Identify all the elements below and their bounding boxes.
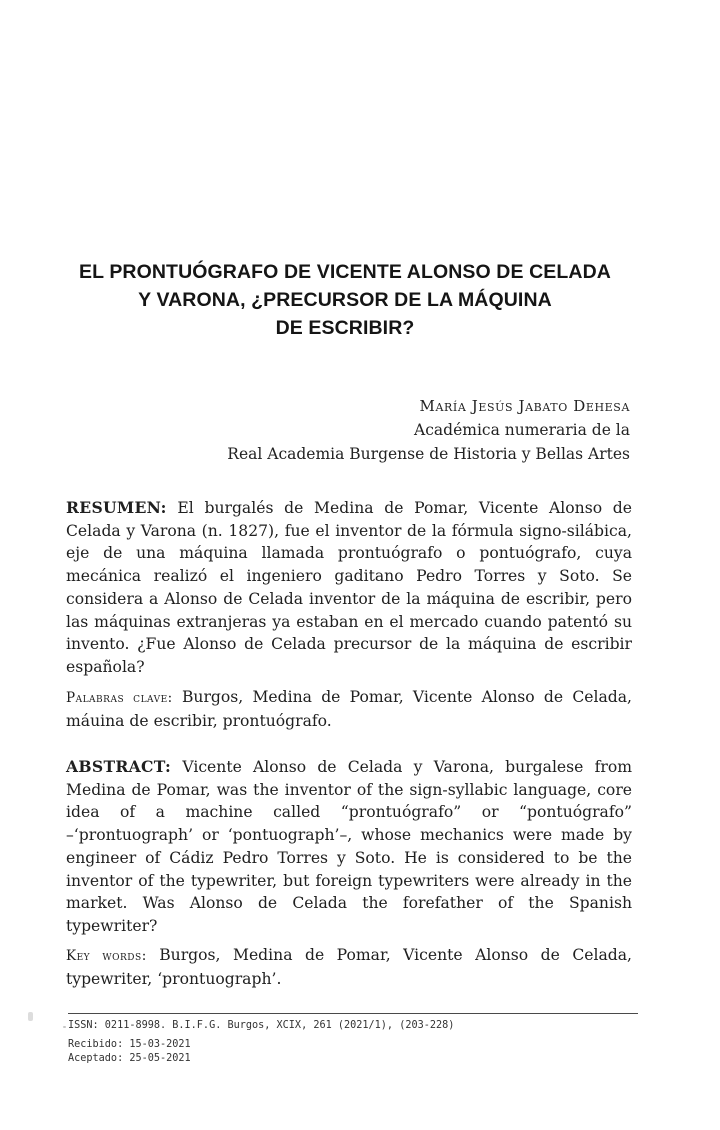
footer-issn: ISSN: 0211-8998. B.I.F.G. Burgos, XCIX, 261 (2021/1), (203-228) — [68, 1020, 455, 1031]
key-words-text: Burgos, Medina de Pomar, Vicente Alonso de Celada, typewriter, ‘prontuograph’. — [66, 946, 632, 988]
key-words-paragraph — [66, 944, 632, 990]
scan-speck-small — [63, 1026, 66, 1028]
author-institution: Real Academia Burgense de Historia y Bellas Artes — [227, 445, 630, 463]
article-title-line-3: DE ESCRIBIR? — [275, 317, 415, 339]
abstract-text: Vicente Alonso de Celada y Varona, burgalese from Medina de Pomar, was the inventor of the sign-syllabic language, core idea of a machine called “prontuógrafo” or “pontuógrafo” –‘prontuograph’ or ‘pontuograph’–, whose mechanics were made by engineer of Cádiz Pedro Torres y Soto. He is considered to be the inventor of the typewriter, but foreign typewriters were already in the market. Was Alonso de Celada the forefather of the Spanish typewriter? — [66, 758, 632, 935]
article-title-line-1: EL PRONTUÓGRAFO DE VICENTE ALONSO DE CELADA — [79, 261, 611, 283]
article-title-line-2: Y VARONA, ¿PRECURSOR DE LA MÁQUINA — [138, 289, 552, 311]
resumen-label: RESUMEN: — [66, 498, 167, 517]
key-words-label: Key words: — [66, 948, 147, 964]
palabras-clave-paragraph — [66, 686, 632, 732]
palabras-clave-text: Burgos, Medina de Pomar, Vicente Alonso de Celada, máuina de escribir, prontuógrafo. — [66, 688, 633, 730]
article-title — [60, 258, 630, 342]
footer-received-date: Recibido: 15-03-2021 — [68, 1038, 191, 1050]
palabras-clave-label: Palabras clave: — [66, 690, 173, 706]
scan-speck — [28, 1012, 33, 1021]
footnote-divider — [68, 1013, 638, 1014]
footer-accepted-date: Aceptado: 25-05-2021 — [68, 1053, 191, 1064]
author-name: María Jesús Jabato Dehesa — [419, 397, 630, 415]
abstract-paragraph — [66, 756, 632, 938]
resumen-text: El burgalés de Medina de Pomar, Vicente Alonso de Celada y Varona (n. 1827), fue el inventor de la fórmula signo-silábica, eje de una máquina llamada prontuógrafo o pontuógrafo, cuya mecánica realizó el ingeniero gaditano Pedro Torres y Soto. Se considera a Alonso de Celada inventor de la máquina de escribir, pero las máquinas extranjeras ya estaban en el mercado cuando patentó su invento. ¿Fue Alonso de Celada precursor de la máquina de escribir española? — [66, 499, 632, 676]
footer-metadata — [68, 1019, 454, 1067]
abstract-label: ABSTRACT: — [66, 757, 172, 776]
resumen-paragraph — [66, 497, 632, 679]
author-role: Académica numeraria de la — [414, 421, 630, 439]
author-block — [227, 394, 630, 466]
